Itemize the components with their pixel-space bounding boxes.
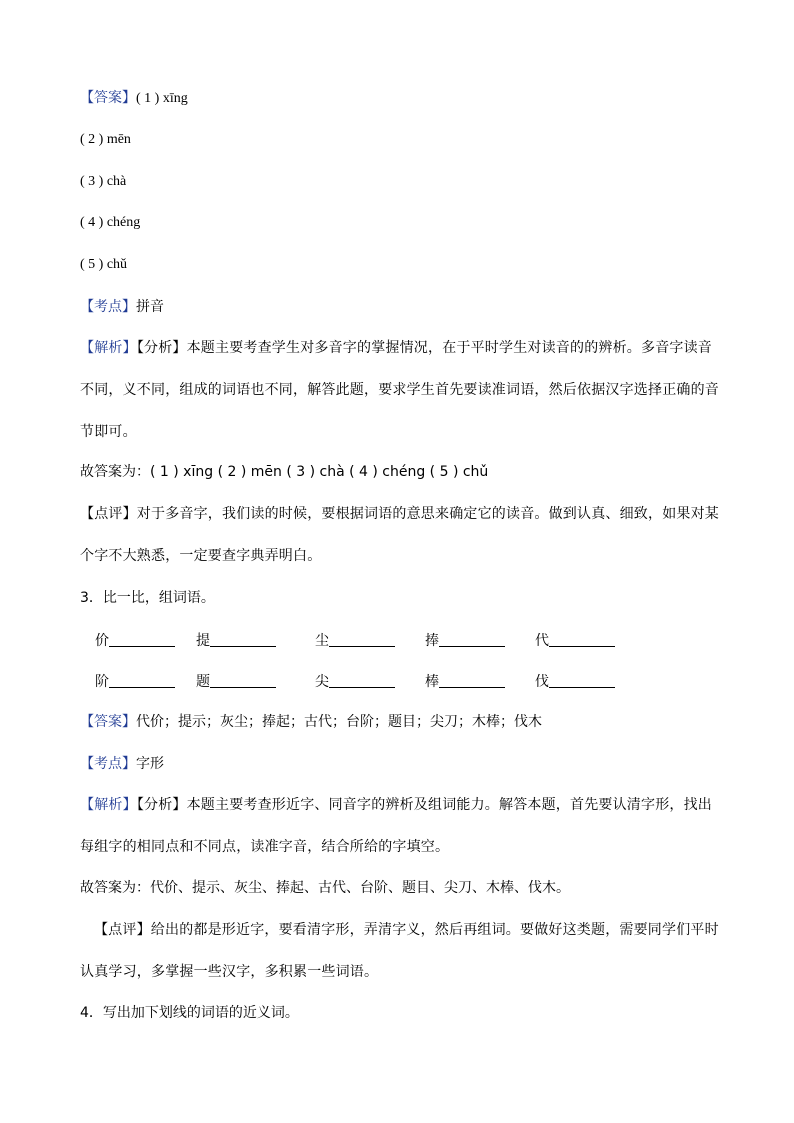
char: 题	[196, 674, 210, 690]
answer-line-1	[80, 88, 188, 109]
answer-label: 【答案】	[80, 714, 136, 730]
analysis-label: 【解析】	[80, 340, 137, 356]
answer-item: ( 4 ) chéng	[80, 215, 141, 230]
blank-line	[109, 631, 175, 647]
blank-line	[549, 672, 615, 688]
question-4-title: 4．写出加下划线的词语的近义词。	[80, 1005, 299, 1021]
final-answer-1: 故答案为：( 1 ) xīng ( 2 ) mēn ( 3 ) chà ( 4 ) chéng ( 5 ) chǔ	[80, 464, 489, 480]
char: 棒	[425, 674, 439, 690]
answer-text: 代价；提示；灰尘；捧起；古代；台阶；题目；尖刀；木棒；伐木	[136, 714, 542, 730]
char: 阶	[95, 674, 109, 690]
char: 提	[196, 633, 210, 649]
analysis-label: 【解析】	[80, 797, 137, 813]
analysis-paragraph-3	[80, 784, 720, 868]
blank-line	[439, 672, 505, 688]
answer-label: 【答案】	[80, 90, 136, 106]
blank-line	[109, 672, 175, 688]
char: 伐	[535, 674, 549, 690]
answer-item: ( 2 ) mēn	[80, 132, 131, 147]
blank-line	[329, 672, 395, 688]
answer-item: ( 3 ) chà	[80, 174, 127, 189]
char: 尖	[315, 674, 329, 690]
point-line-1	[80, 297, 164, 317]
analysis-paragraph-1	[80, 327, 720, 453]
point-text: 字形	[136, 756, 164, 772]
analysis-text: 【分析】本题主要考查学生对多音字的掌握情况，在于平时学生对读音的的辨析。多音字读音不同，义不同，组成的词语也不同，解答此题，要求学生首先要读准词语，然后依据汉字选择正确的音节即可。	[80, 340, 719, 440]
blank-line	[439, 631, 505, 647]
char: 价	[95, 633, 109, 649]
point-text: 拼音	[136, 299, 164, 315]
point-line-3	[80, 754, 164, 774]
point-label: 【考点】	[80, 299, 136, 315]
blank-line	[329, 631, 395, 647]
char: 捧	[425, 633, 439, 649]
char: 代	[535, 633, 549, 649]
question-3-title: 3．比一比，组词语。	[80, 590, 215, 606]
comment-paragraph-1: 【点评】对于多音字，我们读的时候，要根据词语的意思来确定它的读音。做到认真、细致，如果对某个字不大熟悉，一定要查字典弄明白。	[80, 506, 719, 564]
answer-line-3	[80, 712, 542, 732]
comment-paragraph-3: 【点评】给出的都是形近字，要看清字形，弄清字义，然后再组词。要做好这类题，需要同学们平时认真学习，多掌握一些汉字，多积累一些词语。	[80, 922, 719, 980]
answer-item: ( 5 ) chǔ	[80, 257, 128, 272]
blank-line	[549, 631, 615, 647]
analysis-text: 【分析】本题主要考查形近字、同音字的辨析及组词能力。解答本题，首先要认清字形，找出每组字的相同点和不同点，读准字音，结合所给的字填空。	[80, 797, 713, 855]
char: 尘	[315, 633, 329, 649]
point-label: 【考点】	[80, 756, 136, 772]
final-answer-3: 故答案为：代价、提示、灰尘、捧起、古代、台阶、题目、尖刀、木棒、伐木。	[80, 880, 570, 896]
blank-line	[210, 672, 276, 688]
blank-line	[210, 631, 276, 647]
answer-item: ( 1 ) xīng	[136, 91, 188, 106]
